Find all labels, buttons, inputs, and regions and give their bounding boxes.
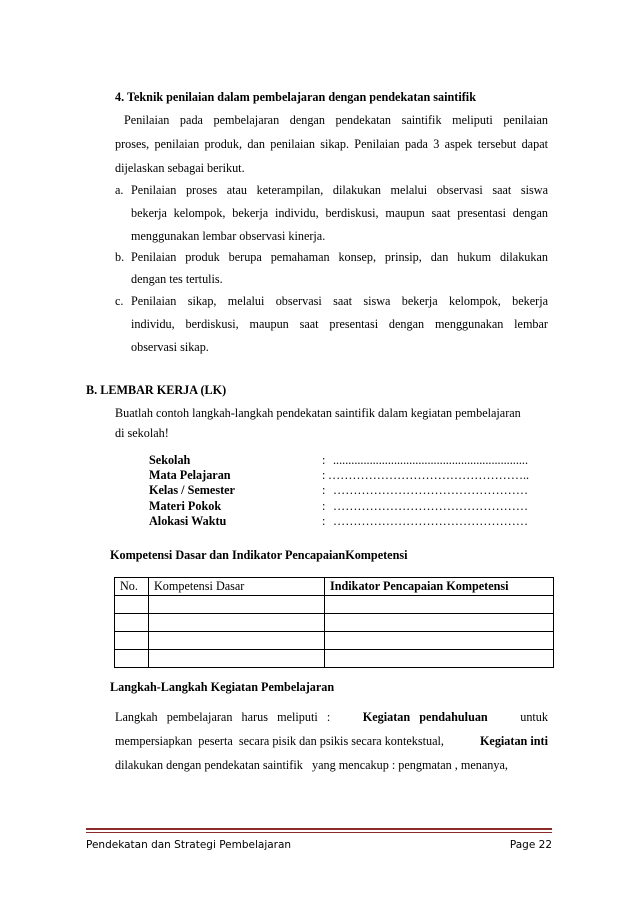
field-colon: : [322, 468, 326, 482]
table-cell[interactable] [149, 596, 325, 614]
field-blank-mata-pelajaran[interactable]: ………………………………………….. [328, 468, 530, 482]
list-item-a-line-1: Penilaian proses atau keterampilan, dilakukan melalui observasi saat siswa [131, 183, 548, 197]
list-marker-a: a. [115, 183, 124, 197]
footer-rule-thin [86, 832, 552, 833]
table-row [115, 650, 554, 668]
section-4-para-line-1: Penilaian pada pembelajaran dengan pendekatan saintifik meliputi penilaian [124, 113, 548, 127]
table-header-no: No. [115, 578, 149, 596]
field-label-mata-pelajaran: Mata Pelajaran [149, 468, 231, 482]
list-item-c-line-1: Penilaian sikap, melalui observasi saat siswa bekerja kelompok, bekerja [131, 294, 548, 308]
field-blank-materi-pokok[interactable]: ………………………………………… [333, 499, 528, 513]
field-label-materi-pokok: Materi Pokok [149, 499, 222, 513]
steps-line-1-start: Langkah pembelajaran harus meliputi : [115, 710, 331, 724]
table-header-row [115, 578, 554, 596]
steps-line-2-start: mempersiapkan peserta secara pisik dan psikis secara kontekstual, [115, 734, 444, 748]
field-colon: : [322, 499, 326, 513]
table-cell[interactable] [115, 596, 149, 614]
steps-line-1-bold: Kegiatan pendahuluan [362, 710, 488, 724]
section-4-para-line-2: proses, penilaian produk, dan penilaian sikap. Penilaian pada 3 aspek tersebut dapat [115, 137, 548, 151]
table-cell[interactable] [115, 650, 149, 668]
section-b-heading: B. LEMBAR KERJA (LK) [86, 383, 227, 397]
list-item-a-line-2: bekerja kelompok, bekerja individu, berdiskusi, maupun saat presentasi dengan [131, 206, 548, 220]
list-marker-c: c. [115, 294, 124, 308]
table-cell[interactable] [115, 614, 149, 632]
table-cell[interactable] [149, 650, 325, 668]
steps-line-2 [115, 734, 548, 749]
list-item-c-line-3: observasi sikap. [131, 340, 209, 354]
list-item-b-line-1: Penilaian produk berupa pemahaman konsep, prinsip, dan hukum dilakukan [131, 250, 548, 264]
steps-line-1-end: untuk [520, 710, 548, 724]
table-cell[interactable] [149, 632, 325, 650]
table-cell[interactable] [325, 650, 554, 668]
field-label-kelas-semester: Kelas / Semester [149, 483, 235, 497]
steps-line-1 [115, 710, 548, 725]
list-marker-b: b. [115, 250, 125, 264]
kd-heading: Kompetensi Dasar dan Indikator PencapaianKompetensi [110, 548, 408, 562]
page-number: Page 22 [509, 839, 552, 851]
table-cell[interactable] [149, 614, 325, 632]
table-cell[interactable] [325, 632, 554, 650]
footer-rule-thick [86, 828, 552, 830]
list-item-a-line-3: menggunakan lembar observasi kinerja. [131, 229, 326, 243]
field-blank-sekolah[interactable]: ................................................................ [333, 453, 528, 467]
field-blank-kelas-semester[interactable]: ………………………………………… [333, 483, 528, 497]
list-item-c-line-2: individu, berdiskusi, maupun saat presentasi dengan menggunakan lembar [131, 317, 548, 331]
field-label-alokasi-waktu: Alokasi Waktu [149, 514, 227, 528]
instruction-line-1: Buatlah contoh langkah-langkah pendekatan saintifik dalam kegiatan pembelajaran [115, 406, 521, 420]
field-blank-alokasi-waktu[interactable]: ………………………………………… [333, 514, 528, 528]
table-row [115, 614, 554, 632]
field-colon: : [322, 514, 326, 528]
table-header-kd: Kompetensi Dasar [149, 578, 325, 596]
footer-title: Pendekatan dan Strategi Pembelajaran [86, 839, 292, 851]
field-colon: : [322, 483, 326, 497]
list-item-b-line-2: dengan tes tertulis. [131, 272, 223, 286]
kd-table [114, 577, 554, 668]
steps-heading: Langkah-Langkah Kegiatan Pembelajaran [110, 680, 335, 694]
table-cell[interactable] [325, 596, 554, 614]
table-header-indikator: Indikator Pencapaian Kompetensi [325, 578, 554, 596]
section-4-para-line-3: dijelaskan sebagai berikut. [115, 161, 245, 175]
table-cell[interactable] [325, 614, 554, 632]
field-colon: : [322, 453, 326, 467]
steps-line-3: dilakukan dengan pendekatan saintifik yang mencakup : pengmatan , menanya, [115, 758, 508, 772]
table-cell[interactable] [115, 632, 149, 650]
table-row [115, 632, 554, 650]
table-row [115, 596, 554, 614]
steps-line-2-bold: Kegiatan inti [479, 734, 548, 748]
section-4-heading: 4. Teknik penilaian dalam pembelajaran dengan pendekatan saintifik [115, 90, 476, 104]
field-label-sekolah: Sekolah [149, 453, 191, 467]
instruction-line-2: di sekolah! [115, 426, 169, 440]
